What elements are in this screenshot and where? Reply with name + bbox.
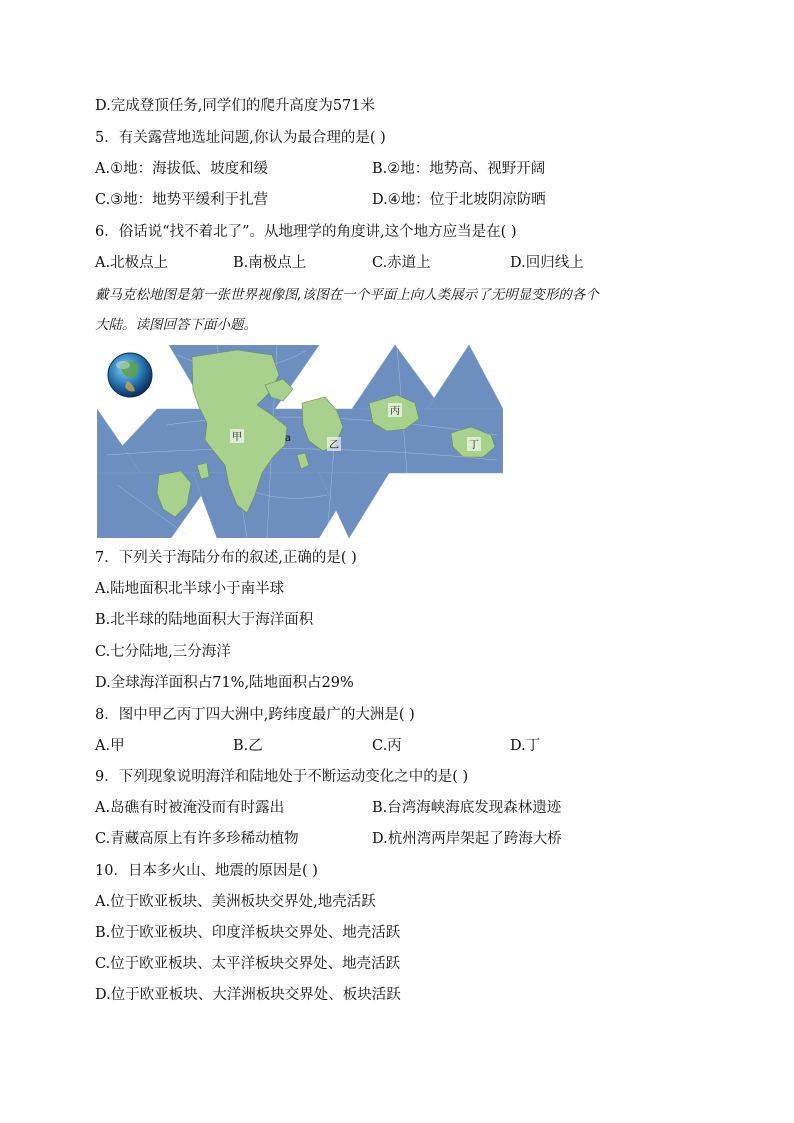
q6-option-a: A.北极点上 [95, 255, 169, 271]
q7-option-b: B.北半球的陆地面积大于海洋面积 [95, 612, 314, 628]
dymaxion-map [97, 345, 503, 538]
q8-stem: 8．图中甲乙丙丁四大洲中,跨纬度最广的大洲是( ) [95, 707, 415, 723]
q10-option-c: C.位于欧亚板块、太平洋板块交界处、地壳活跃 [95, 956, 401, 972]
label-bing: 丙 [390, 406, 400, 417]
q7-stem: 7．下列关于海陆分布的叙述,正确的是( ) [95, 550, 357, 566]
q8-option-c: C.丙 [372, 738, 402, 754]
globe-icon [108, 353, 152, 397]
label-ding: 丁 [469, 440, 479, 451]
q7-option-c: C.七分陆地,三分海洋 [95, 644, 231, 660]
q10-option-d: D.位于欧亚板块、大洋洲板块交界处、板块活跃 [95, 987, 401, 1003]
q4-option-d: D.完成登顶任务,同学们的爬升高度为571米 [95, 98, 376, 114]
label-jia: 甲 [232, 432, 242, 443]
q5-option-b: B.②地：地势高、视野开阔 [372, 161, 546, 177]
label-yi: 乙 [329, 440, 339, 451]
q8-option-a: A.甲 [95, 738, 125, 754]
q9-option-d: D.杭州湾两岸架起了跨海大桥 [372, 831, 562, 847]
q8-option-b: B.乙 [233, 738, 263, 754]
q5-option-d: D.④地：位于北坡阴凉防晒 [372, 192, 546, 208]
q7-option-a: A.陆地面积北半球小于南半球 [95, 581, 285, 597]
ocean-triangles [97, 345, 503, 538]
map-intro-line1: 戴马克松地图是第一张世界视像图,该图在一个平面上向人类展示了无明显变形的各个 [95, 287, 599, 303]
q6-option-d: D.回归线上 [510, 255, 584, 271]
q7-option-d: D.全球海洋面积占71%,陆地面积占29% [95, 675, 354, 691]
q6-stem: 6．俗话说“找不着北了”。从地理学的角度讲,这个地方应当是在( ) [95, 224, 517, 240]
map-intro-line2: 大陆。读图回答下面小题。 [95, 317, 257, 333]
q6-option-b: B.南极点上 [233, 255, 307, 271]
q5-stem: 5．有关露营地选址问题,你认为最合理的是( ) [95, 130, 386, 146]
q9-option-b: B.台湾海峡海底发现森林遗迹 [372, 800, 562, 816]
q10-option-a: A.位于欧亚板块、美洲板块交界处,地壳活跃 [95, 894, 376, 910]
q10-stem: 10．日本多火山、地震的原因是( ) [95, 863, 318, 879]
q9-option-a: A.岛礁有时被淹没而有时露出 [95, 800, 285, 816]
q9-stem: 9．下列现象说明海洋和陆地处于不断运动变化之中的是( ) [95, 769, 469, 785]
q8-option-d: D.丁 [510, 738, 541, 754]
q10-option-b: B.位于欧亚板块、印度洋板块交界处、地壳活跃 [95, 925, 401, 941]
label-a: a [284, 433, 292, 444]
q5-option-a: A.①地：海拔低、坡度和缓 [95, 161, 269, 177]
q9-option-c: C.青藏高原上有许多珍稀动植物 [95, 831, 299, 847]
q6-option-c: C.赤道上 [372, 255, 431, 271]
q5-option-c: C.③地：地势平缓利于扎营 [95, 192, 269, 208]
